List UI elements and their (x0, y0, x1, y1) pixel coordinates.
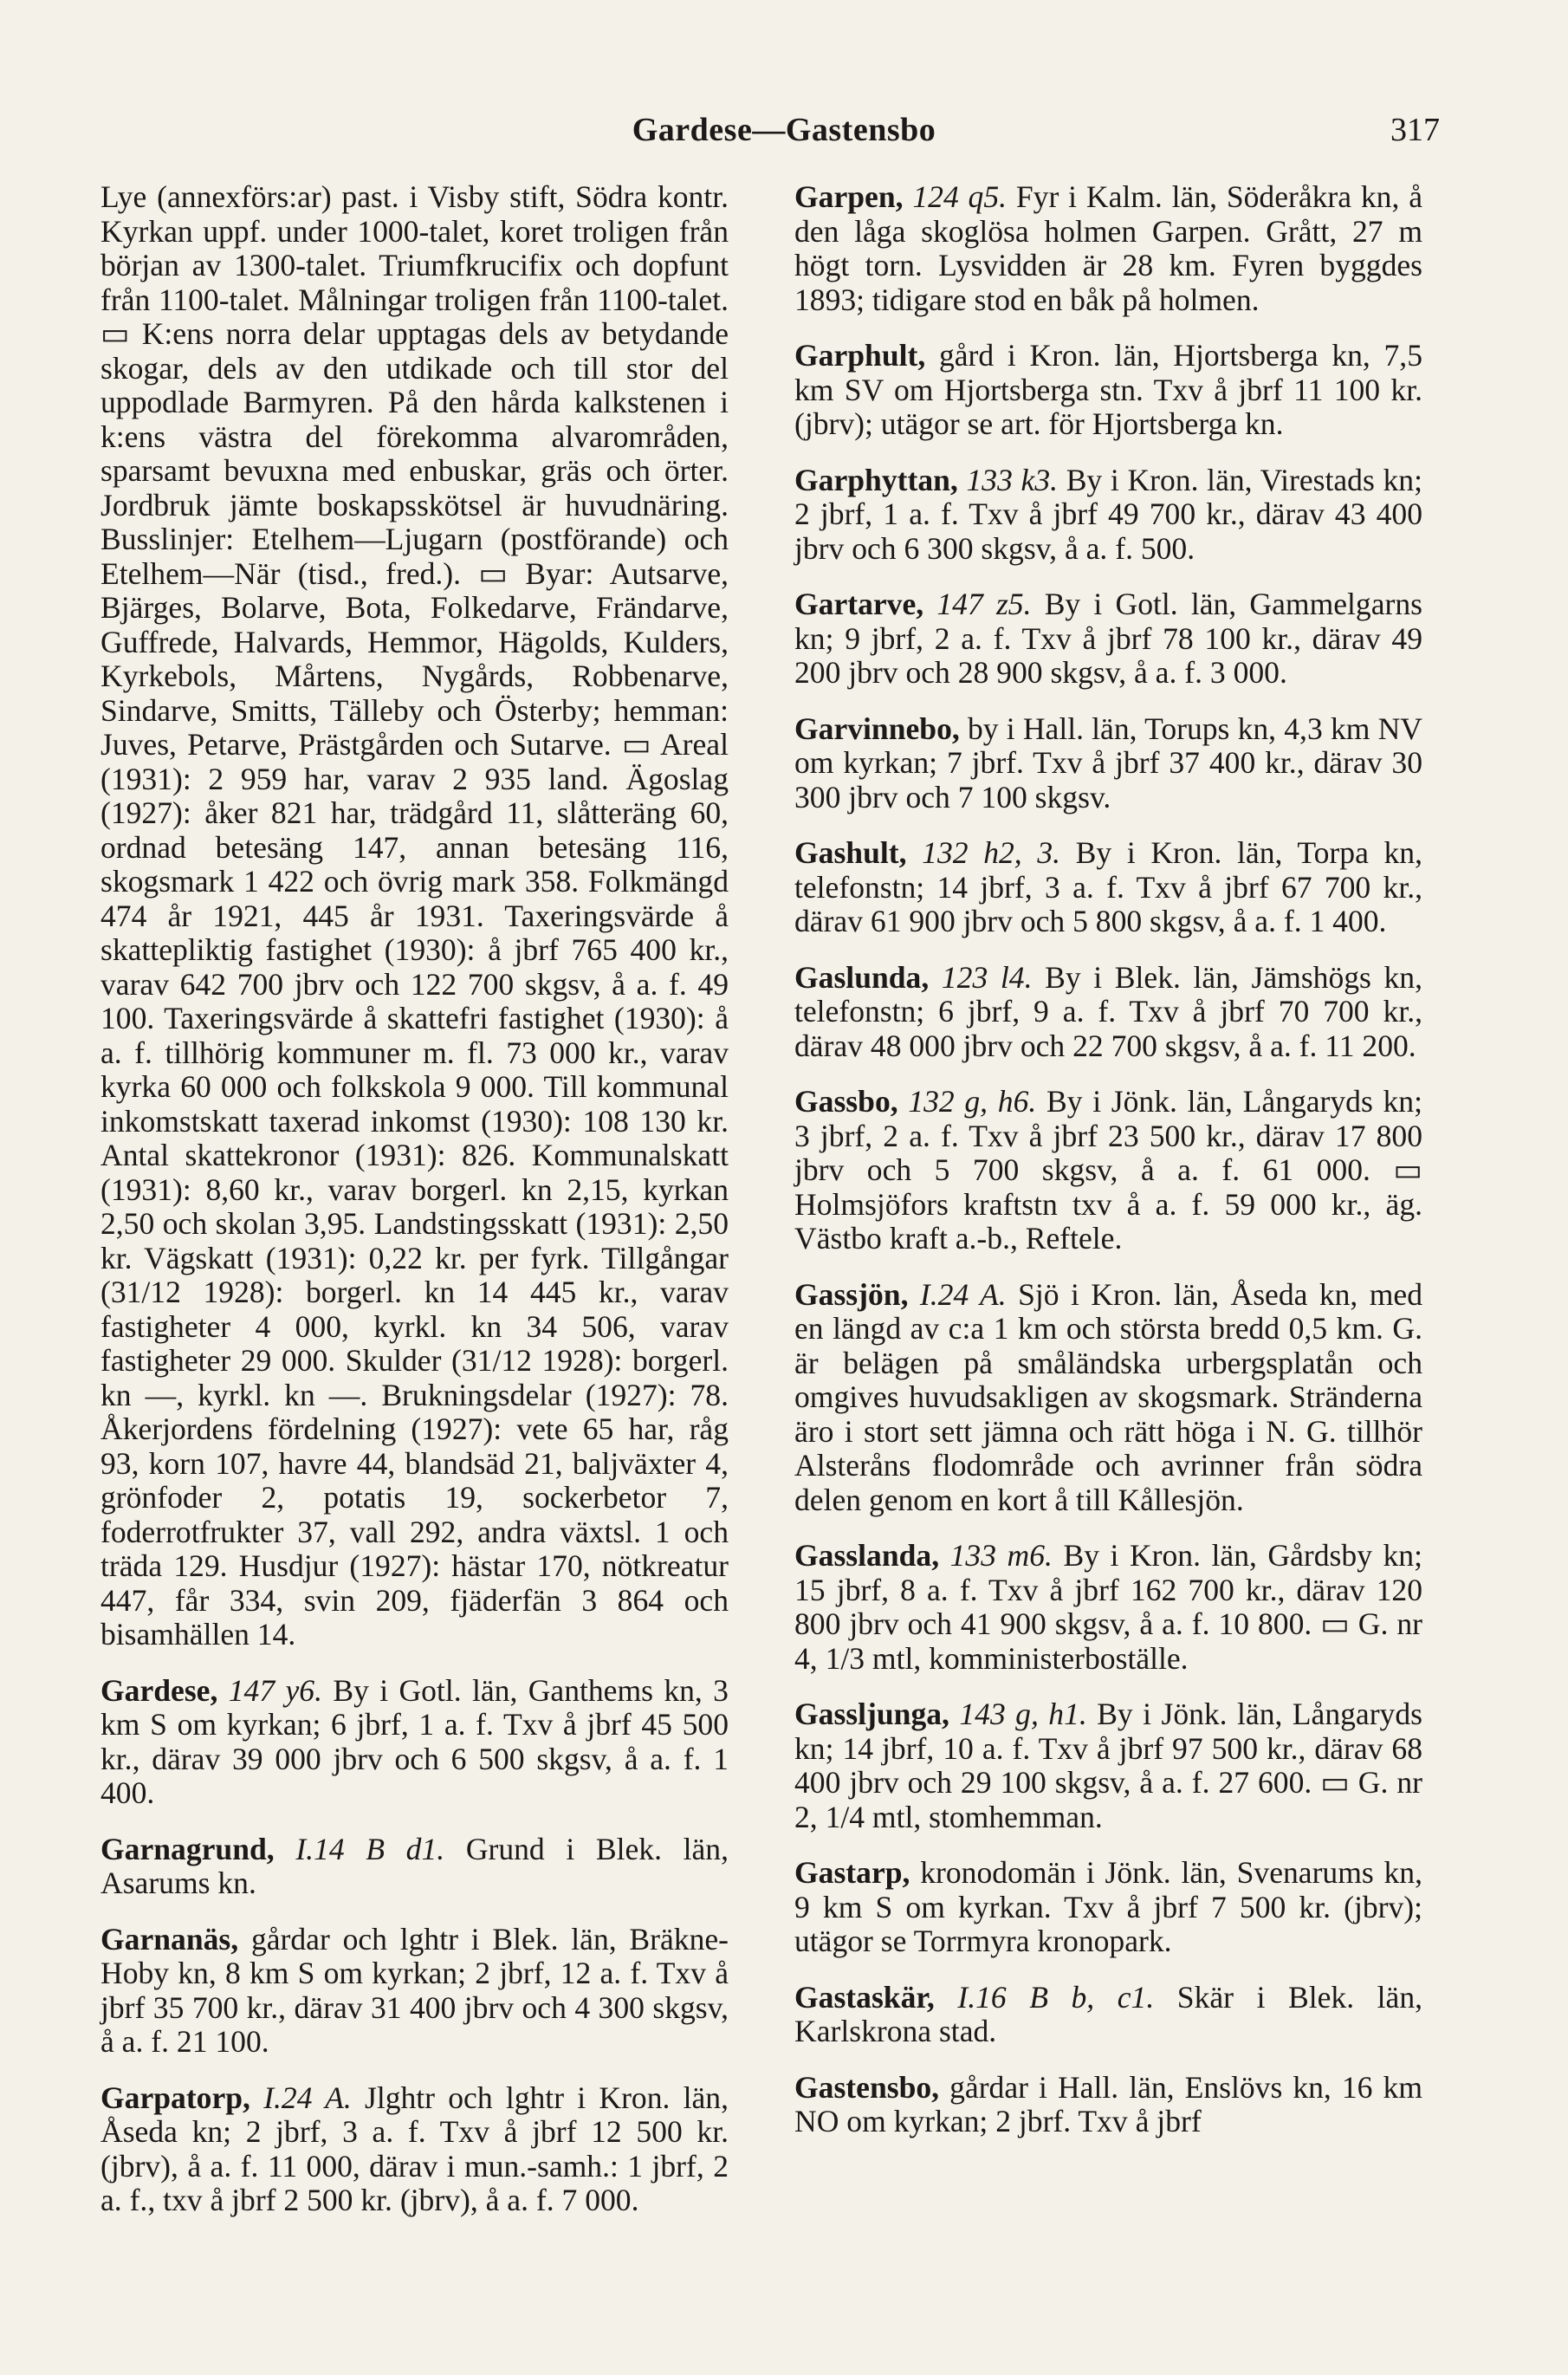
entry-headword: Garnanäs, (100, 1921, 239, 1956)
entry-headword: Gartarve, (794, 587, 924, 621)
entry (794, 961, 1422, 1064)
entry-headword: Gastaskär, (794, 1979, 935, 2015)
entry (794, 1085, 1422, 1256)
entry (100, 180, 729, 1652)
entry-text: By i Kron. län, Gårdsby kn; 15 jbrf, 8 a. f. Txv å jbrf 162 700 kr., därav 120 800 jbrv och 41 900 skgsv, å a. f. 10 800. ▭ G. nr 4, 1/3 mtl, komministerboställe. (794, 1538, 1422, 1676)
entry-text: Jlghtr och lghtr i Kron. län, Åseda kn; 2 jbrf, 3 a. f. Txv å jbrf 12 500 kr. (jbrv), å a. f. 11 000, därav i mun.-samh.: 1 jbrf, 2 a. f., txv å jbrf 2 500 kr. (jbrv), å a. f. 7 000. (100, 2080, 729, 2217)
entry-text: By i Jönk. län, Långaryds kn; 14 jbrf, 10 a. f. Txv å jbrf 97 500 kr., därav 68 400 jbrv och 29 100 skgsv, å a. f. 27 600. ▭ G. nr 2, 1/4 mtl, stomhemman. (794, 1697, 1422, 1834)
entry-headword: Garpen, (794, 179, 904, 214)
running-head (0, 111, 1568, 154)
entry-text: Lye (annexförs:ar) past. i Visby stift, Södra kontr. Kyrkan uppf. under 1000-talet, koret troligen från början av 1300-talet. Triumfkrucifix och dopfunt från 1100-talet. Målningar troligen från 1100-talet. ▭ K:ens norra delar upptagas dels av betydande skogar, dels av den utdikade och till stor del uppodlade Barmyren. På den hårda kalkstenen i k:ens västra del förekomma alvarområden, sparsamt bevuxna med enbuskar, gräs och örter. Jordbruk jämte boskapsskötsel är huvudnäring. Busslinjer: Etelhem—Ljugarn (postförande) och Etelhem—När (tisd., fred.). ▭ Byar: Autsarve, Bjärges, Bolarve, Bota, Folkedarve, Frändarve, Guffrede, Halvards, Hemmor, Hägolds, Kulders, Kyrkebols, Mårtens, Nygårds, Robbenarve, Sindarve, Smitts, Tälleby och Österby; hemman: Juves, Petarve, Prästgården och Sutarve. ▭ Areal (1931): 2 959 har, varav 2 935 land. Ägoslag (1927): åker 821 har, trädgård 11, slåtteräng 60, ordnad betesäng 147, annan betesäng 116, skogsmark 1 422 och övrig mark 358. Folkmängd 474 år 1921, 445 år 1931. Taxeringsvärde å skattepliktig fastighet (1930): å jbrf 765 400 kr., varav 642 700 jbrv och 122 700 skgsv, å a. f. 49 100. Taxeringsvärde å skattefri fastighet (1930): å a. f. tillhörig kommuner m. fl. 73 000 kr., varav kyrka 60 000 och folkskola 9 000. Till kommunal inkomstskatt taxerad inkomst (1930): 108 130 kr. Antal skattekronor (1931): 826. Kommunalskatt (1931): 8,60 kr., varav borgerl. kn 2,15, kyrkan 2,50 och skolan 3,95. Landstingsskatt (1931): 2,50 kr. Vägskatt (1931): 0,22 kr. per fyrk. Tillgångar (31/12 1928): borgerl. kn 14 445 kr., varav fastigheter 4 000, kyrkl. kn 34 506, varav fastigheter 29 000. Skulder (31/12 1928): borgerl. kn —, kyrkl. kn —. Brukningsdelar (1927): 78. Åkerjordens fördelning (1927): vete 65 har, råg 93, korn 107, havre 44, blandsäd 21, baljväxter 4, grönfoder 2, potatis 19, sockerbetor 7, foderrotfrukter 37, vall 292, andra växtsl. 1 och träda 129. Husdjur (1927): hästar 170, nötkreatur 447, får 334, svin 209, fjäderfän 3 864 och bisamhällen 14. (100, 179, 729, 1651)
entry-headword: Garphult, (794, 338, 926, 373)
map-reference: 147 z5. (936, 587, 1032, 621)
entry-text: Fyr i Kalm. län, Söderåkra kn, å den låga skoglösa holmen Garpen. Grått, 27 m högt torn. Lysvidden är 28 km. Fyren byggdes 1893; tidigare stod en båk på holmen. (794, 179, 1422, 317)
running-title: Gardese—Gastensbo (632, 112, 936, 148)
entry (794, 587, 1422, 691)
entry-text: kronodomän i Jönk. län, Svenarums kn, 9 km S om kyrkan. Txv å jbrf 7 500 kr. (jbrv); utägor se Torrmyra kronopark. (794, 1855, 1422, 1958)
entry-headword: Garvinnebo, (794, 711, 960, 746)
entry-headword: Gashult, (794, 835, 907, 870)
entry (794, 712, 1422, 815)
entry (794, 339, 1422, 442)
entry-headword: Gassjön, (794, 1276, 909, 1312)
entry-text: By i Gotl. län, Gammelgarns kn; 9 jbrf, 2 a. f. Txv å jbrf 78 100 kr., därav 49 200 jbrv och 28 900 skgsv, å a. f. 3 000. (794, 587, 1422, 690)
map-reference: I.24 A. (919, 1276, 1007, 1312)
map-reference: 123 l4. (941, 959, 1033, 995)
entry-headword: Gaslunda, (794, 959, 930, 995)
map-reference: 132 h2, 3. (922, 835, 1060, 870)
entry-text: by i Hall. län, Torups kn, 4,3 km NV om kyrkan; 7 jbrf. Txv å jbrf 37 400 kr., därav 30 300 jbrv och 7 100 skgsv. (794, 711, 1422, 814)
entry-headword: Gasslanda, (794, 1538, 940, 1573)
entry (100, 1923, 729, 2060)
entry-text: gårdar i Hall. län, Enslövs kn, 16 km NO om kyrkan; 2 jbrf. Txv å jbrf (794, 2069, 1422, 2138)
entry-headword: Garpatorp, (100, 2080, 250, 2115)
entry (794, 1278, 1422, 1518)
entry-headword: Garnagrund, (100, 1831, 275, 1866)
map-reference: 133 k3. (966, 462, 1059, 497)
entry (100, 1833, 729, 1901)
entry (794, 1856, 1422, 1959)
entry-headword: Garphyttan, (794, 462, 958, 497)
entry (794, 2071, 1422, 2139)
entry (794, 1697, 1422, 1834)
map-reference: 133 m6. (949, 1538, 1053, 1573)
entry (100, 1674, 729, 1811)
page-number: 317 (1390, 112, 1440, 148)
entry-headword: Gastensbo, (794, 2069, 940, 2105)
entry-text: By i Blek. län, Jämshögs kn, telefonstn; 6 jbrf, 9 a. f. Txv å jbrf 70 700 kr., därav 48 000 jbrv och 22 700 skgsv, å a. f. 11 200. (794, 959, 1422, 1063)
map-reference: I.16 B b, c1. (957, 1979, 1155, 2015)
left-column (100, 180, 729, 2240)
entry-text: By i Jönk. län, Långaryds kn; 3 jbrf, 2 a. f. Txv å jbrf 23 500 kr., därav 17 800 jbrv och 5 700 skgsv, å a. f. 61 000. ▭ Holmsjöfors kraftstn txv å a. f. 59 000 kr., äg. Västbo kraft a.-b., Reftele. (794, 1084, 1422, 1256)
entry-text: By i Kron. län, Virestads kn; 2 jbrf, 1 a. f. Txv å jbrf 49 700 kr., därav 43 400 jbrv och 6 300 skgsv, å a. f. 500. (794, 462, 1422, 566)
map-reference: 132 g, h6. (908, 1084, 1037, 1119)
entry-text: Sjö i Kron. län, Åseda kn, med en längd av c:a 1 km och största bredd 0,5 km. G. är belägen på småländska urbergsplatån och omgives huvudsakligen av skogsmark. Stränderna äro i stort sett jämna och rätt höga i N. G. tillhör Alsteråns flodområde och avrinner från södra delen genom en kort å till Kållesjön. (794, 1276, 1422, 1517)
entry-text: Skär i Blek. län, Karlskrona stad. (794, 1979, 1422, 2048)
entry (794, 464, 1422, 567)
entry-text: gård i Kron. län, Hjortsberga kn, 7,5 km SV om Hjortsberga stn. Txv å jbrf 11 100 kr. (jbrv); utägor se art. för Hjortsberga kn. (794, 338, 1422, 441)
entry-text: gårdar och lghtr i Blek. län, Bräkne-Hoby kn, 8 km S om kyrkan; 2 jbrf, 12 a. f. Txv å jbrf 35 700 kr., därav 31 400 jbrv och 4 300 skgsv, å a. f. 21 100. (100, 1921, 729, 2059)
entry-headword: Gastarp, (794, 1855, 910, 1890)
entry (100, 2081, 729, 2218)
entry (794, 1539, 1422, 1676)
entry-text: Grund i Blek. län, Asarums kn. (100, 1831, 729, 1900)
entry (794, 180, 1422, 317)
map-reference: I.24 A. (263, 2080, 352, 2115)
entry (794, 1981, 1422, 2049)
entry-headword: Gardese, (100, 1672, 218, 1708)
map-reference: I.14 B d1. (295, 1831, 445, 1866)
entry-headword: Gassbo, (794, 1084, 898, 1119)
entry-text: By i Gotl. län, Ganthems kn, 3 km S om kyrkan; 6 jbrf, 1 a. f. Txv å jbrf 45 500 kr., därav 39 000 jbrv och 6 500 skgsv, å a. f. 1 400. (100, 1672, 729, 1810)
entry-headword: Gassljunga, (794, 1697, 949, 1731)
right-column (794, 180, 1422, 2161)
map-reference: 143 g, h1. (959, 1697, 1087, 1731)
entry (794, 836, 1422, 939)
entry-text: By i Kron. län, Torpa kn, telefonstn; 14 jbrf, 3 a. f. Txv å jbrf 67 700 kr., därav 61 900 jbrv och 5 800 skgsv, å a. f. 1 400. (794, 835, 1422, 938)
map-reference: 124 q5. (912, 179, 1008, 214)
map-reference: 147 y6. (228, 1672, 322, 1708)
